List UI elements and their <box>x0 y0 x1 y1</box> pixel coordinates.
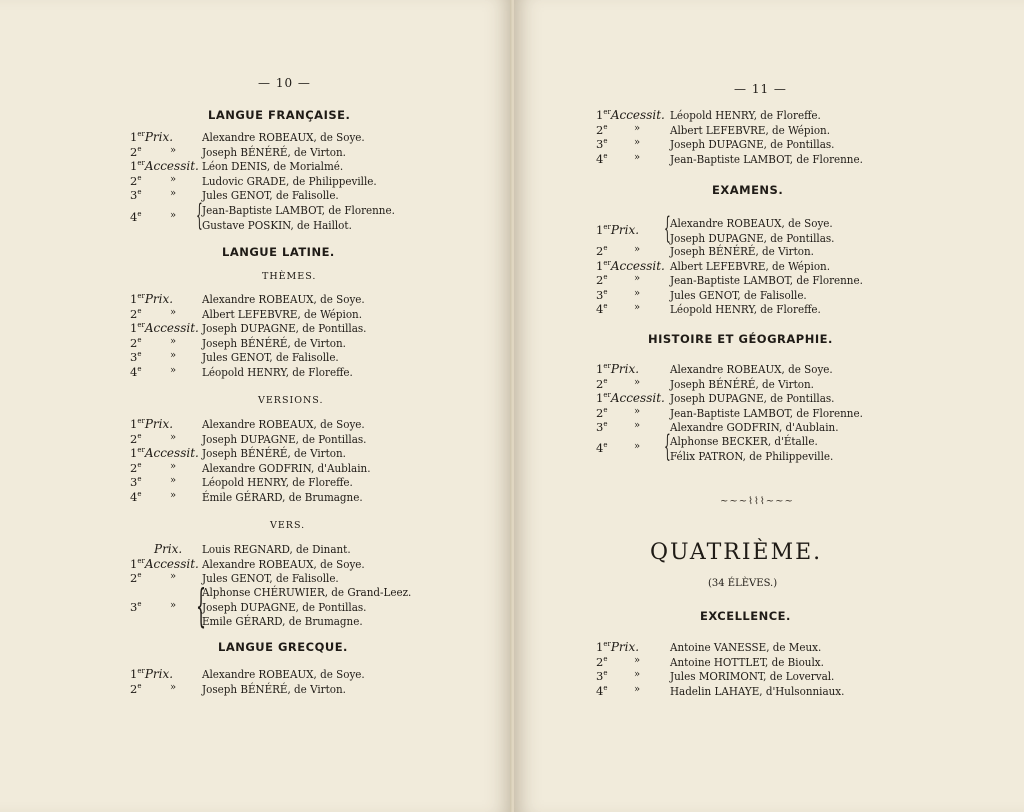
list-item <box>130 159 460 174</box>
student-name: Joseph DUPAGNE, de Pontillas. <box>670 137 835 152</box>
section-title: EXAMENS. <box>712 183 784 197</box>
student-name: Jules GENOT, de Falisolle. <box>202 350 339 365</box>
rank-suffix: e <box>137 475 142 484</box>
award-word: Prix. <box>610 362 640 376</box>
award-word: Prix. <box>144 292 174 306</box>
student-name: Jules MORIMONT, de Loverval. <box>670 669 835 684</box>
rank-number: 4e <box>130 210 142 225</box>
list-item <box>596 288 926 303</box>
student-name: Émile GÉRARD, de Brumagne. <box>202 490 363 504</box>
section-title: LANGUE GRECQUE. <box>218 640 348 654</box>
student-name: Jean-Baptiste LAMBOT, de Florenne. <box>670 405 863 420</box>
student-count: (34 ÉLÈVES.) <box>708 578 778 589</box>
student-name: Léopold HENRY, de Floreffe. <box>202 475 353 490</box>
student-name: Jean-Baptiste LAMBOT, de Florenne. <box>670 151 863 166</box>
ditto-mark: » <box>170 173 177 185</box>
list-item <box>130 571 460 586</box>
student-name: Léon DENIS, de Morialmé. <box>202 159 344 174</box>
rank-suffix: e <box>603 137 608 146</box>
list-item <box>130 542 460 557</box>
tie-brace: { <box>196 198 203 233</box>
rank-label: 1erPrix. <box>130 417 174 431</box>
list-item <box>596 362 926 377</box>
rank-label: 1erAccessit. <box>130 556 199 571</box>
list-item <box>130 307 460 322</box>
award-word: Prix. <box>144 130 174 144</box>
ornament-divider: ~~~⌇⌇⌇~~~ <box>720 496 794 507</box>
award-word: Prix. <box>154 542 183 556</box>
list-item <box>130 557 460 572</box>
ditto-mark: » <box>634 654 641 666</box>
list-item <box>596 108 926 123</box>
tie-brace: { <box>664 211 671 246</box>
rank-label: 1erAccessit. <box>130 446 199 461</box>
list-item <box>130 682 460 697</box>
rank-suffix: er <box>137 292 145 300</box>
rank-suffix: e <box>603 441 608 450</box>
list-item <box>130 490 460 505</box>
award-word: Prix. <box>144 417 174 431</box>
rank-number: 4e <box>130 365 142 379</box>
rank-number: 2e <box>130 571 142 586</box>
rank-suffix: er <box>137 321 145 330</box>
student-name: Albert LEFEBVRE, de Wépion. <box>202 306 363 321</box>
list-item <box>596 302 926 317</box>
rank-label: 1erAccessit. <box>596 391 665 406</box>
student-name: Alexandre ROBEAUX, de Soye. <box>202 556 365 571</box>
rank-number: 2e <box>130 144 142 159</box>
rank-number: 4e <box>596 302 608 317</box>
rank-suffix: er <box>137 556 145 565</box>
rank-suffix: e <box>603 420 608 429</box>
rank-suffix: er <box>137 159 145 168</box>
right-page <box>514 0 1024 812</box>
rank-number: 2e <box>130 306 142 321</box>
list-item <box>596 655 926 670</box>
student-name: Antoine VANESSE, de Meux. <box>670 640 822 654</box>
student-name: Joseph BÉNÉRÉ, de Virton. <box>202 335 346 350</box>
award-word: Prix. <box>610 223 640 238</box>
list-item <box>596 406 926 421</box>
rank-suffix: e <box>137 173 142 182</box>
rank-number: 2e <box>130 681 142 696</box>
ditto-mark: » <box>170 490 177 501</box>
rank-suffix: er <box>137 130 145 138</box>
student-name: Joseph DUPAGNE, de Pontillas. <box>202 321 367 336</box>
rank-label: 1erAccessit. <box>596 258 665 273</box>
rank-number: 2e <box>596 405 608 420</box>
rank-number: 2e <box>130 335 142 350</box>
rank-number: 4e <box>130 490 142 504</box>
tie-brace: { <box>664 429 671 464</box>
ditto-mark: » <box>170 475 177 487</box>
award-word: Accessit. <box>144 159 199 174</box>
rank-number: 3e <box>130 599 142 614</box>
rank-suffix: e <box>603 405 608 414</box>
student-name: Alexandre GODFRIN, d'Aublain. <box>670 420 839 435</box>
rank-suffix: e <box>137 335 142 344</box>
rank-number: 2e <box>596 122 608 137</box>
rank-suffix: e <box>603 683 608 692</box>
rank-suffix: e <box>603 151 608 160</box>
ditto-mark: » <box>634 420 641 432</box>
student-name: Gustave POSKIN, de Haillot. <box>202 217 352 232</box>
list-item <box>130 446 460 461</box>
subsection-title: VERS. <box>270 520 306 531</box>
ditto-mark: » <box>170 188 177 200</box>
rank-suffix: e <box>137 599 142 608</box>
ditto-mark: » <box>170 350 177 362</box>
rank-number: 3e <box>596 287 608 302</box>
list-item <box>130 432 460 447</box>
student-name: Louis REGNARD, de Dinant. <box>202 542 351 556</box>
ditto-mark: » <box>170 599 177 611</box>
student-name: Jules GENOT, de Falisolle. <box>202 188 339 203</box>
rank-suffix: er <box>137 417 145 425</box>
list-item <box>596 669 926 684</box>
student-name: Joseph BÉNÉRÉ, de Virton. <box>670 244 814 258</box>
list-item <box>130 667 460 682</box>
rank-suffix: e <box>137 306 142 315</box>
rank-number: 2e <box>596 273 608 288</box>
list-item <box>596 684 926 699</box>
list-item <box>130 475 460 490</box>
student-name: Alexandre ROBEAUX, de Soye. <box>202 130 365 144</box>
rank-suffix: e <box>603 273 608 282</box>
student-name: Alexandre ROBEAUX, de Soye. <box>202 667 365 681</box>
section-title: LANGUE FRANÇAISE. <box>208 108 351 122</box>
award-word: Accessit. <box>144 446 199 461</box>
subsection-title: THÈMES. <box>262 271 317 282</box>
ditto-mark: » <box>634 273 641 285</box>
student-name: Alexandre GODFRIN, d'Aublain. <box>202 460 371 475</box>
ditto-mark: » <box>170 681 177 693</box>
rank-label: 1erAccessit. <box>130 321 199 336</box>
list-item <box>130 417 460 432</box>
award-word: Accessit. <box>610 258 665 273</box>
rank-label: 1erPrix. <box>596 362 640 376</box>
rank-suffix: e <box>137 431 142 440</box>
ditto-mark: » <box>634 669 641 681</box>
rank-suffix: er <box>603 258 611 267</box>
ditto-mark: » <box>170 365 177 376</box>
rank-suffix: e <box>137 350 142 359</box>
student-name: Jules GENOT, de Falisolle. <box>670 287 807 302</box>
tie-brace: { <box>196 579 207 632</box>
student-name: Ludovic GRADE, de Philippeville. <box>202 173 377 188</box>
ditto-mark: » <box>170 144 177 156</box>
award-word: Accessit. <box>144 321 199 336</box>
page-number: — 11 — <box>734 82 787 96</box>
ditto-mark: » <box>634 122 641 134</box>
award-word: Accessit. <box>610 391 665 406</box>
student-name: Hadelin LAHAYE, d'Hulsonniaux. <box>670 683 845 698</box>
ditto-mark: » <box>634 244 641 255</box>
rank-number: 3e <box>596 669 608 684</box>
ditto-mark: » <box>634 376 641 388</box>
rank-number: 3e <box>130 475 142 490</box>
rank-suffix: e <box>137 460 142 469</box>
ditto-mark: » <box>634 151 641 163</box>
page-number: — 10 — <box>258 76 311 90</box>
list-item <box>596 377 926 392</box>
list-item <box>130 461 460 476</box>
award-word: Prix. <box>144 667 174 681</box>
class-title: QUATRIÈME. <box>650 540 823 565</box>
student-name: Joseph DUPAGNE, de Pontillas. <box>202 599 367 614</box>
ditto-mark: » <box>634 287 641 299</box>
rank-suffix: er <box>603 223 611 232</box>
student-name: Joseph BÉNÉRÉ, de Virton. <box>670 376 814 391</box>
rank-number: 2e <box>596 376 608 391</box>
list-item <box>596 137 926 152</box>
list-item <box>596 273 926 288</box>
list-item <box>130 145 460 160</box>
rank-suffix: er <box>603 362 611 370</box>
student-name: Joseph DUPAGNE, de Pontillas. <box>670 230 835 245</box>
ditto-mark: » <box>634 137 641 149</box>
ditto-mark: » <box>634 683 641 695</box>
student-name: Léopold HENRY, de Floreffe. <box>202 365 353 379</box>
section-title: LANGUE LATINE. <box>222 245 335 259</box>
rank-label: 1erAccessit. <box>130 159 199 174</box>
rank-suffix: er <box>137 446 145 455</box>
award-word: Accessit. <box>610 108 665 122</box>
rank-number: 3e <box>596 137 608 152</box>
rank-suffix: e <box>603 669 608 678</box>
award-word: Accessit. <box>144 556 199 571</box>
student-name: Alexandre ROBEAUX, de Soye. <box>670 362 833 376</box>
list-item <box>596 123 926 138</box>
rank-number: 4e <box>596 683 608 698</box>
rank-suffix: e <box>603 244 608 252</box>
rank-suffix: e <box>137 365 142 373</box>
student-name: Léopold HENRY, de Floreffe. <box>670 108 821 122</box>
student-name: Joseph DUPAGNE, de Pontillas. <box>670 391 835 406</box>
rank-suffix: e <box>603 654 608 663</box>
list-item <box>130 336 460 351</box>
rank-number: 3e <box>596 420 608 435</box>
list-item <box>130 350 460 365</box>
ditto-mark: » <box>170 210 177 222</box>
rank-suffix: er <box>603 391 611 400</box>
student-name: Jean-Baptiste LAMBOT, de Florenne. <box>202 203 395 217</box>
student-name: Jules GENOT, de Falisolle. <box>202 571 339 586</box>
rank-number: 4e <box>596 151 608 166</box>
student-name: Joseph DUPAGNE, de Pontillas. <box>202 431 367 446</box>
rank-number: 2e <box>596 654 608 669</box>
student-name: Alexandre ROBEAUX, de Soye. <box>670 216 833 230</box>
list-item <box>130 188 460 203</box>
rank-number: 2e <box>596 244 608 258</box>
student-name: Antoine HOTTLET, de Bioulx. <box>670 654 824 669</box>
rank-label: 1erAccessit. <box>596 108 665 122</box>
list-item <box>130 292 460 307</box>
section-title: HISTOIRE ET GÉOGRAPHIE. <box>648 332 833 346</box>
subsection-title: VERSIONS. <box>258 395 324 406</box>
award-word: Prix. <box>610 640 640 654</box>
rank-suffix: er <box>603 640 611 648</box>
student-name: Albert LEFEBVRE, de Wépion. <box>670 258 831 273</box>
rank-label: 1erPrix. <box>130 292 174 306</box>
student-name: Alexandre ROBEAUX, de Soye. <box>202 417 365 431</box>
rank-suffix: e <box>137 210 142 219</box>
rank-suffix: e <box>137 681 142 690</box>
student-name: Félix PATRON, de Philippeville. <box>670 448 834 463</box>
list-item <box>130 174 460 189</box>
list-item <box>130 130 460 145</box>
rank-suffix: e <box>603 122 608 131</box>
list-item <box>596 244 926 259</box>
list-item <box>596 259 926 274</box>
rank-suffix: e <box>137 144 142 153</box>
rank-number: 2e <box>130 431 142 446</box>
rank-suffix: e <box>137 188 142 197</box>
rank-label: 1erPrix. <box>596 640 640 654</box>
student-name: Alphonse CHÉRUWIER, de Grand-Leez. <box>202 585 412 599</box>
rank-number: 4e <box>596 441 608 456</box>
student-name: Joseph BÉNÉRÉ, de Virton. <box>202 446 346 461</box>
rank-label: 1erPrix. <box>130 667 174 681</box>
section-title: EXCELLENCE. <box>700 609 791 623</box>
ditto-mark: » <box>170 306 177 318</box>
list-item <box>130 365 460 380</box>
ditto-mark: » <box>170 460 177 472</box>
rank-suffix: e <box>137 571 142 580</box>
ditto-mark: » <box>634 441 641 453</box>
ditto-mark: » <box>170 571 177 583</box>
list-item <box>596 391 926 406</box>
student-name: Albert LEFEBVRE, de Wépion. <box>670 122 831 137</box>
list-item <box>596 640 926 655</box>
rank-suffix: e <box>603 287 608 296</box>
student-name: Alexandre ROBEAUX, de Soye. <box>202 292 365 306</box>
rank-suffix: er <box>137 667 145 675</box>
rank-suffix: e <box>137 490 142 498</box>
ditto-mark: » <box>170 335 177 347</box>
rank-suffix: e <box>603 376 608 385</box>
rank-label <box>154 542 182 556</box>
student-name: Emile GÉRARD, de Brumagne. <box>202 614 363 629</box>
ditto-mark: » <box>634 405 641 417</box>
rank-number: 3e <box>130 350 142 365</box>
rank-number: 3e <box>130 188 142 203</box>
ditto-mark: » <box>170 431 177 443</box>
rank-suffix: er <box>603 108 611 116</box>
rank-label: 1erPrix. <box>596 223 640 238</box>
student-name: Alphonse BECKER, d'Étalle. <box>670 434 818 448</box>
rank-number: 2e <box>130 173 142 188</box>
student-name: Joseph BÉNÉRÉ, de Virton. <box>202 144 346 159</box>
ditto-mark: » <box>634 302 641 314</box>
student-name: Jean-Baptiste LAMBOT, de Florenne. <box>670 273 863 288</box>
rank-label: 1erPrix. <box>130 130 174 144</box>
list-item <box>130 321 460 336</box>
student-name: Léopold HENRY, de Floreffe. <box>670 302 821 317</box>
rank-number: 2e <box>130 460 142 475</box>
list-item <box>596 152 926 167</box>
rank-suffix: e <box>603 302 608 311</box>
student-name: Joseph BÉNÉRÉ, de Virton. <box>202 681 346 696</box>
